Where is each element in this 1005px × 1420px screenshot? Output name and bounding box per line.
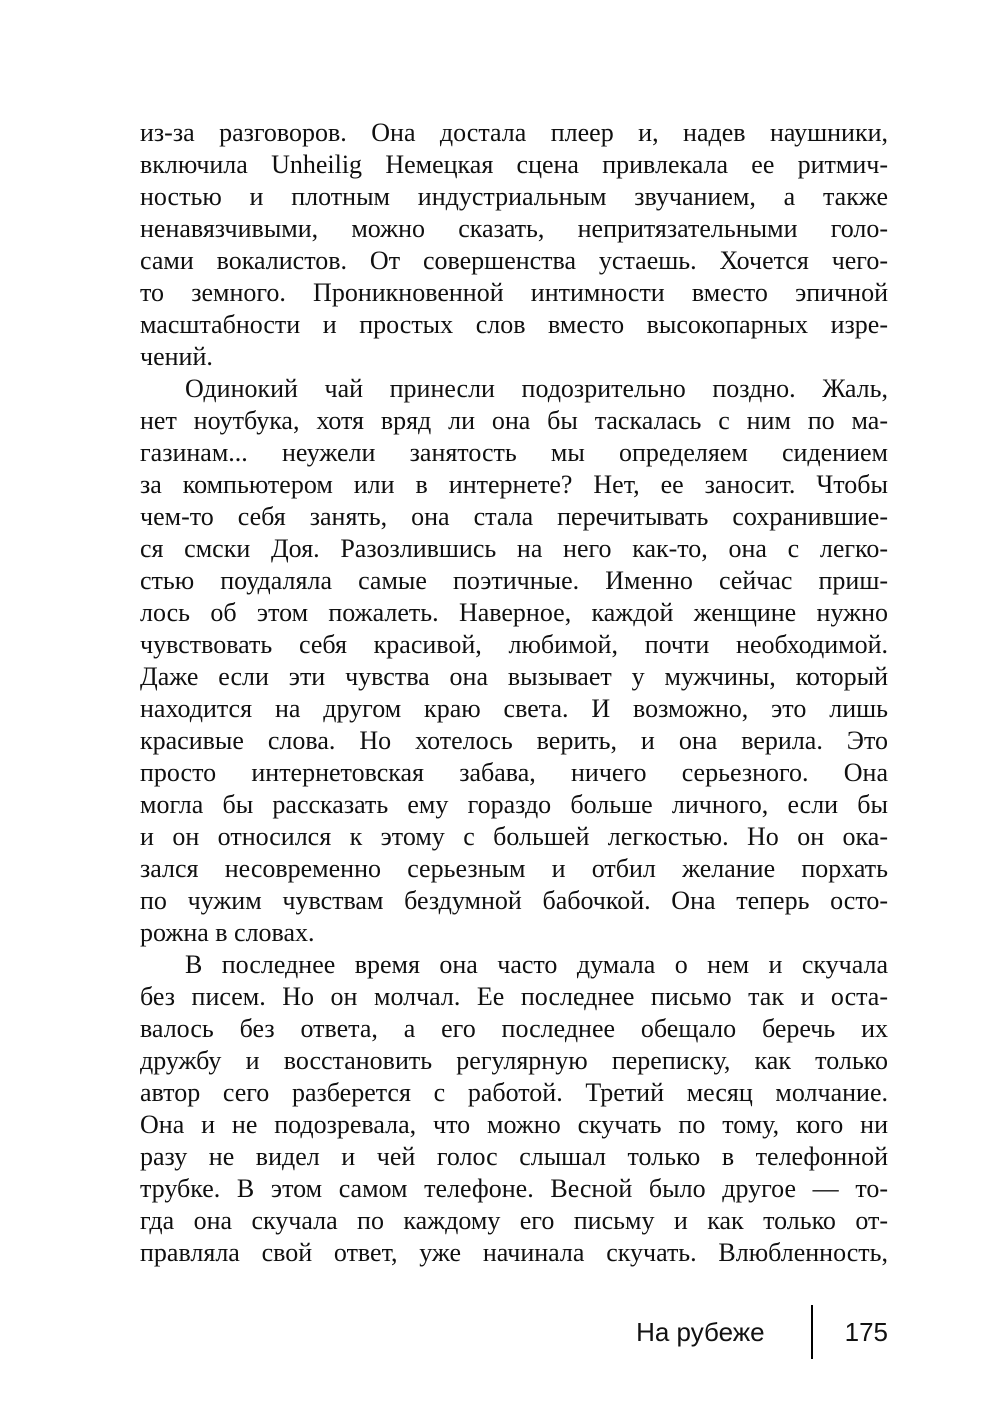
text-line: разу не видел и чей голос слышал только в телефонной	[140, 1142, 888, 1171]
text-line: включила Unheilig Немецкая сцена привлекала ее ритмич-	[140, 150, 888, 179]
text-line: правляла свой ответ, уже начинала скучать. Влюбленность,	[140, 1238, 888, 1267]
text-line: без писем. Но он молчал. Ее последнее письмо так и оста-	[140, 982, 888, 1011]
paragraph	[140, 373, 888, 949]
text-line: просто интернетовская забава, ничего серьезного. Она	[140, 758, 888, 787]
text-line: чений.	[140, 342, 213, 371]
text-line: лось об этом пожалеть. Наверное, каждой женщине нужно	[140, 598, 888, 627]
text-line: газинам... неужели занятость мы определяем сидением	[140, 438, 888, 467]
text-line: и он относился к этому с большей легкостью. Но он ока-	[140, 822, 888, 851]
text-line: стью поудаляла самые поэтичные. Именно сейчас приш-	[140, 566, 888, 595]
text-line: за компьютером или в интернете? Нет, ее заносит. Чтобы	[140, 470, 888, 499]
text-line: красивые слова. Но хотелось верить, и она верила. Это	[140, 726, 888, 755]
text-line: находится на другом краю света. И возможно, это лишь	[140, 694, 888, 723]
text-line: сами вокалистов. От совершенства устаешь. Хочется чего-	[140, 246, 888, 275]
text-line: чем-то себя занять, она стала перечитывать сохранившие-	[140, 502, 888, 531]
text-line: зался несовременно серьезным и отбил желание порхать	[140, 854, 888, 883]
text-line: гда она скучала по каждому его письму и как только от-	[140, 1206, 888, 1235]
paragraph	[140, 117, 888, 373]
text-line: по чужим чувствам бездумной бабочкой. Она теперь осто-	[140, 886, 888, 915]
text-line: ненавязчивыми, можно сказать, непритязательными голо-	[140, 214, 888, 243]
footer-divider	[811, 1305, 813, 1359]
text-line: В последнее время она часто думала о нем и скучала	[185, 950, 888, 979]
text-line: Одинокий чай принесли подозрительно поздно. Жаль,	[185, 374, 888, 403]
text-line: ся смски Доя. Разозлившись на него как-то, она с легко-	[140, 534, 888, 563]
text-line: трубке. В этом самом телефоне. Весной было другое — то-	[140, 1174, 888, 1203]
text-line: Даже если эти чувства она вызывает у мужчины, который	[140, 662, 888, 691]
text-line: автор сего разберется с работой. Третий месяц молчание.	[140, 1078, 888, 1107]
text-line: дружбу и восстановить регулярную переписку, как только	[140, 1046, 888, 1075]
text-line: Она и не подозревала, что можно скучать по тому, кого ни	[140, 1110, 888, 1139]
text-line: валось без ответа, а его последнее обещало беречь их	[140, 1014, 888, 1043]
paragraph	[140, 949, 888, 1269]
text-line: то земного. Проникновенной интимности вместо эпичной	[140, 278, 888, 307]
footer-running-title: На рубеже	[636, 1316, 765, 1347]
page-footer	[140, 1303, 888, 1361]
text-block	[140, 117, 888, 1269]
text-line: рожна в словах.	[140, 918, 315, 947]
text-line: масштабности и простых слов вместо высокопарных изре-	[140, 310, 888, 339]
text-line: ностью и плотным индустриальным звучанием, а также	[140, 182, 888, 211]
text-line: могла бы рассказать ему гораздо больше личного, если бы	[140, 790, 888, 819]
page-number: 175	[844, 1316, 888, 1347]
text-line: нет ноутбука, хотя вряд ли она бы таскалась с ним по ма-	[140, 406, 888, 435]
text-line: из-за разговоров. Она достала плеер и, надев наушники,	[140, 118, 888, 147]
text-line: чувствовать себя красивой, любимой, почти необходимой.	[140, 630, 888, 659]
